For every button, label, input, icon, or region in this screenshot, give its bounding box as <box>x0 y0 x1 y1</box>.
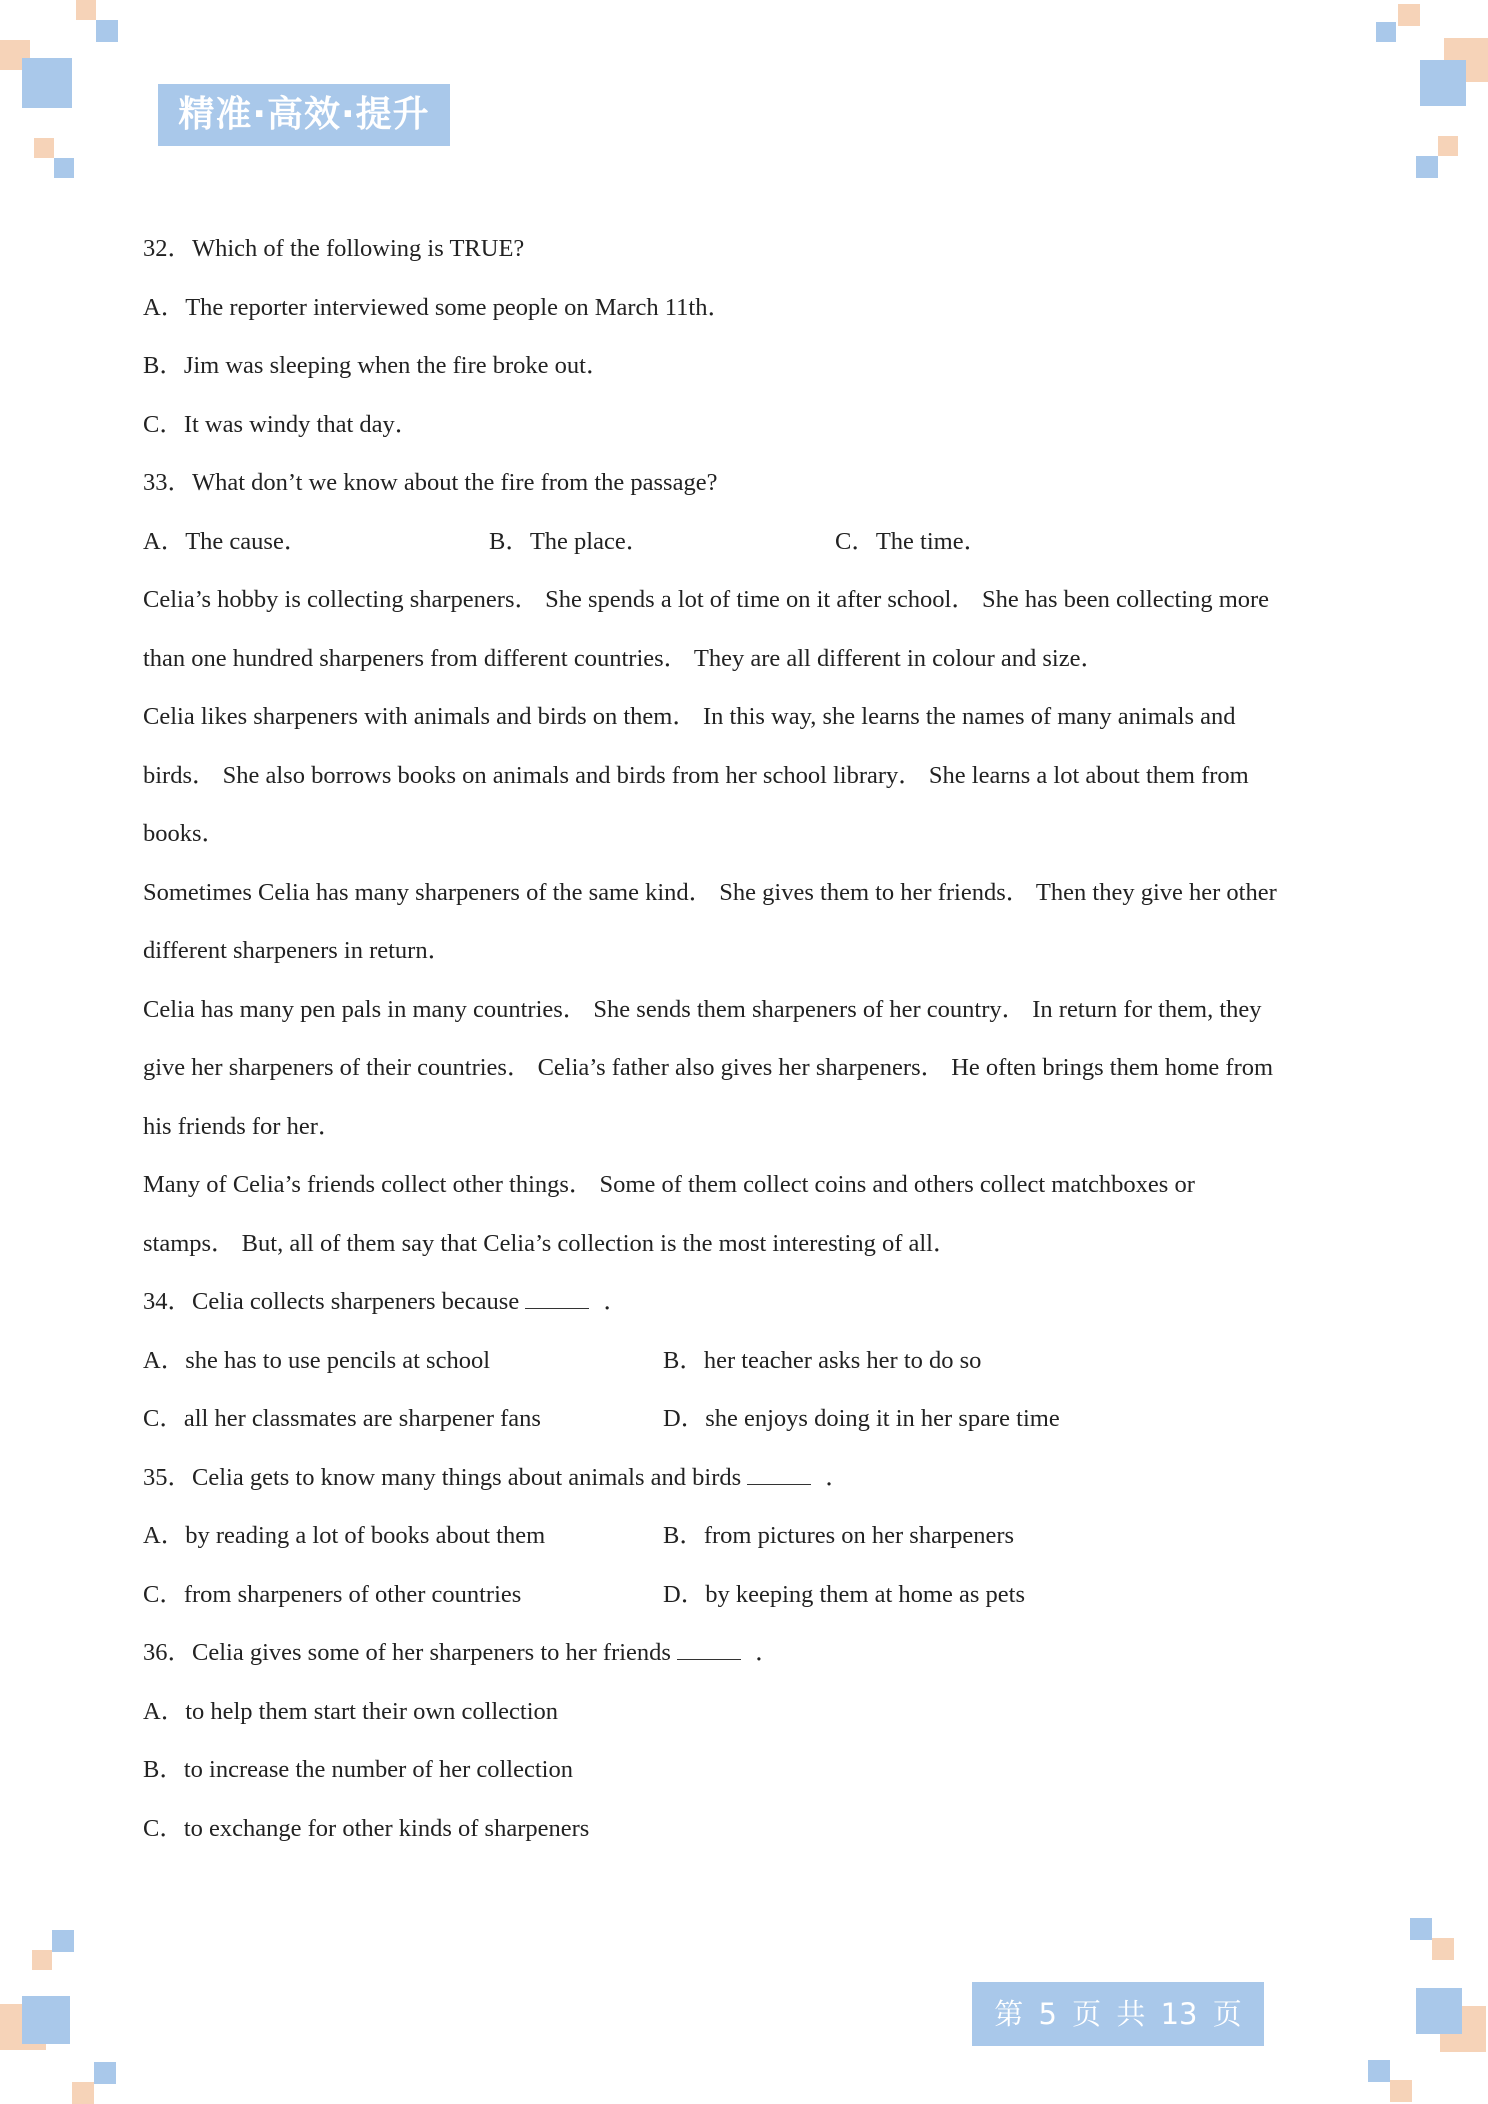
passage-line: birds． She also borrows books on animals and birds from her school library． She learns a lot about them from <box>143 761 1249 789</box>
stem-end: ． <box>603 1288 628 1315</box>
passage-line: his friends for her． <box>143 1112 343 1140</box>
question-32 <box>143 220 1353 454</box>
page-number-badge: 第 5 页 共 13 页 <box>972 1982 1264 2046</box>
option-c: C．all her classmates are sharpener fans <box>143 1405 541 1432</box>
question-stem: 33．What don’t we know about the fire from the passage? <box>143 469 718 496</box>
question-stem <box>143 1449 1353 1508</box>
page-content <box>143 220 1353 1858</box>
option-b: B．The place． <box>489 527 651 555</box>
stem-text: 35．Celia gets to know many things about animals and birds <box>143 1463 742 1491</box>
passage-line: Celia likes sharpeners with animals and birds on them． In this way, she learns the names of many animals and <box>143 703 1236 730</box>
option-d: D．she enjoys doing it in her spare time <box>663 1405 1060 1432</box>
question-33 <box>143 454 1353 571</box>
option-b: B．Jim was sleeping when the fire broke out． <box>143 352 611 379</box>
option-a: A．The cause． <box>143 527 309 555</box>
option-row <box>143 1566 1353 1625</box>
option-row <box>143 1390 1353 1449</box>
question-35 <box>143 1449 1353 1625</box>
option-c: C．to exchange for other kinds of sharpeners <box>143 1814 590 1842</box>
stem-text: 36．Celia gives some of her sharpeners to her friends <box>143 1639 671 1666</box>
question-stem: 32．Which of the following is TRUE? <box>143 235 525 262</box>
passage-line: stamps． But, all of them say that Celia’s collection is the most interesting of all． <box>143 1229 958 1257</box>
option-a: A．to help them start their own collection <box>143 1697 559 1725</box>
question-36 <box>143 1624 1353 1858</box>
passage-line: give her sharpeners of their countries． Celia’s father also gives her sharpeners． He often brings them home from <box>143 1054 1274 1081</box>
question-stem <box>143 1273 1353 1332</box>
passage-line: Celia’s hobby is collecting sharpeners． She spends a lot of time on it after school． She has been collecting more <box>143 586 1270 613</box>
option-d: D．by keeping them at home as pets <box>663 1580 1025 1608</box>
answer-blank <box>677 1639 741 1660</box>
passage-line: Many of Celia’s friends collect other things． Some of them collect coins and others collect matchboxes or <box>143 1171 1195 1198</box>
stem-text: 34．Celia collects sharpeners because <box>143 1288 520 1315</box>
passage-line: books． <box>143 820 227 847</box>
passage-line: than one hundred sharpeners from different countries． They are all different in colour and size． <box>143 644 1105 672</box>
option-row <box>143 1507 1353 1566</box>
option-a: A．she has to use pencils at school <box>143 1346 491 1374</box>
option-b: B．to increase the number of her collection <box>143 1756 573 1783</box>
option-c: C．from sharpeners of other countries <box>143 1580 522 1608</box>
option-c: C．It was windy that day． <box>143 410 420 438</box>
stem-end: ． <box>755 1639 780 1666</box>
question-34 <box>143 1273 1353 1449</box>
option-row <box>143 1332 1353 1391</box>
reading-passage <box>143 571 1353 1273</box>
option-a: A．by reading a lot of books about them <box>143 1522 546 1549</box>
option-b: B．from pictures on her sharpeners <box>663 1522 1015 1549</box>
option-b: B．her teacher asks her to do so <box>663 1346 982 1374</box>
passage-line: different sharpeners in return． <box>143 937 453 964</box>
passage-line: Celia has many pen pals in many countries． She sends them sharpeners of her country． In return for them, they <box>143 995 1262 1023</box>
answer-blank <box>747 1464 811 1485</box>
question-stem <box>143 1624 1353 1683</box>
passage-line: Sometimes Celia has many sharpeners of the same kind． She gives them to her friends． Then they give her other <box>143 878 1277 906</box>
option-c: C．The time． <box>835 527 989 555</box>
stem-end: ． <box>825 1463 850 1491</box>
answer-blank <box>525 1288 589 1309</box>
header-banner: 精准·高效·提升 <box>158 84 450 146</box>
option-a: A．The reporter interviewed some people on March 11th． <box>143 293 732 321</box>
option-row <box>143 513 1353 572</box>
